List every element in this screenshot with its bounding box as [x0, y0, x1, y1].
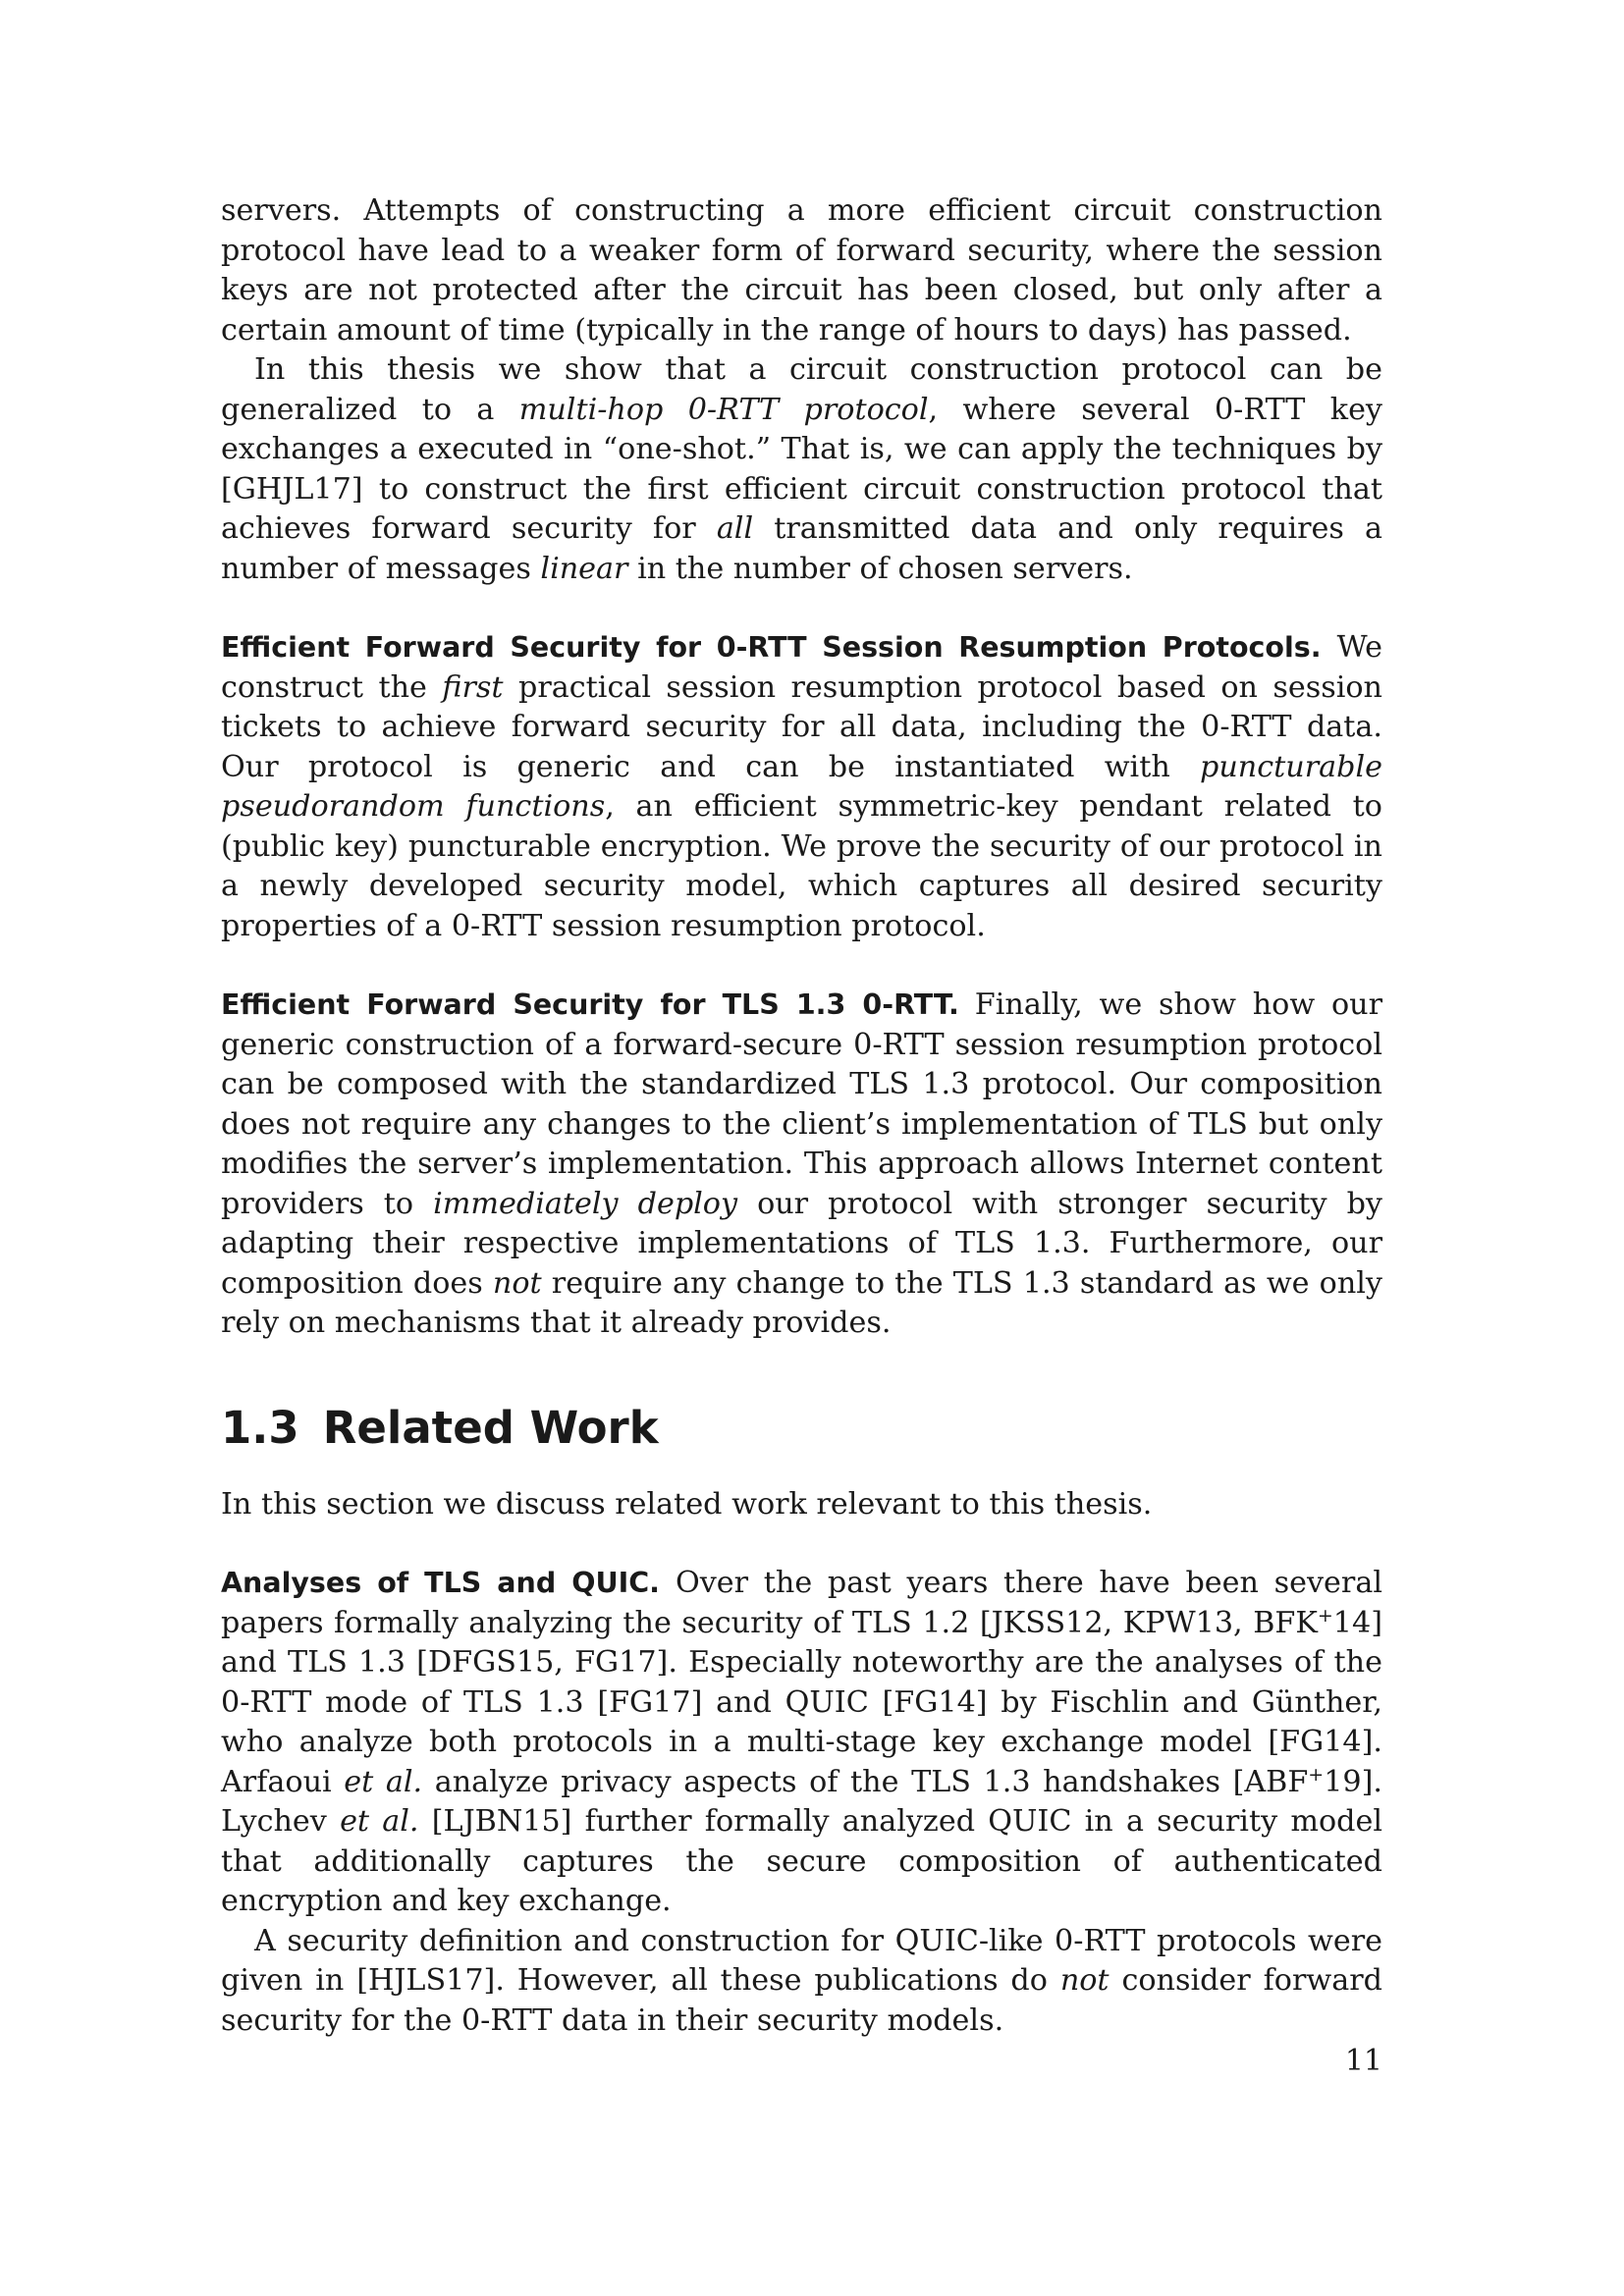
page-body	[221, 191, 1382, 2041]
runin-heading: Efficient Forward Security for TLS 1.3 0-RTT.	[221, 988, 959, 1021]
section-title: Related Work	[322, 1401, 659, 1454]
paragraph-analyses-tls-quic: Analyses of TLS and QUIC. Over the past years there have been several papers formally analyzing the security of TLS 1.2 [JKSS12, KPW13, BFK+14] and TLS 1.3 [DFGS15, FG17]. Especially noteworthy are the analyses of the 0-RTT mode of TLS 1.3 [FG17] and QUIC [FG14] by Fischlin and Günther, who analyze both protocols in a multi-stage key exchange model [FG14]. Arfaoui et al. analyze privacy aspects of the TLS 1.3 handshakes [ABF+19]. Lychev et al. [LJBN15] further formally analyzed QUIC in a security model that additionally captures the secure composition of authenticated encryption and key exchange.	[221, 1566, 1383, 1918]
runin-heading: Efficient Forward Security for 0-RTT Session Resumption Protocols.	[221, 631, 1322, 664]
paragraph-tls13-0rtt: Efficient Forward Security for TLS 1.3 0-RTT. Finally, we show how our generic construction of a forward-secure 0-RTT session resumption protocol can be composed with the standardized TLS 1.3 protocol. Our composition does not require any changes to the client’s implementation of TLS but only modifies the server’s implementation. This approach allows Internet content providers to immediately deploy our protocol with stronger security by adapting their respective implementations of TLS 1.3. Furthermore, our composition does not require any change to the TLS 1.3 standard as we only rely on mechanisms that it already provides.	[221, 988, 1383, 1340]
paragraph-session-resumption: Efficient Forward Security for 0-RTT Session Resumption Protocols. We construct the first practical session resumption protocol based on session tickets to achieve forward security for all data, including the 0-RTT data. Our protocol is generic and can be instantiated with puncturable pseudorandom functions, an efficient symmetric-key pendant related to (public key) puncturable encryption. We prove the security of our protocol in a newly developed security model, which captures all desired security properties of a 0-RTT session resumption protocol.	[221, 630, 1382, 943]
paragraph-circuit-construction: servers. Attempts of constructing a more efficient circuit construction protocol have lead to a weaker form of forward security, where the session keys are not protected after the circuit has been closed, but only after a certain amount of time (typically in the range of hours to days) has passed.	[221, 193, 1382, 347]
paragraph-quic-like: A security definition and construction for QUIC-like 0-RTT protocols were given in [HJLS17]. However, all these publications do not consider forward security for the 0-RTT data in their security models.	[221, 1923, 1382, 2038]
paragraph-section-intro: In this section we discuss related work relevant to this thesis.	[221, 1486, 1153, 1522]
section-number: 1.3	[221, 1401, 299, 1454]
paragraph-multi-hop: In this thesis we show that a circuit construction protocol can be generalized to a multi-hop 0-RTT protocol, where several 0-RTT key exchanges a executed in “one-shot.” That is, we can apply the techniques by [GHJL17] to construct the first efficient circuit construction protocol that achieves forward security for all transmitted data and only requires a number of messages linear in the number of chosen servers.	[221, 352, 1382, 586]
runin-heading: Analyses of TLS and QUIC.	[221, 1567, 660, 1599]
section-heading	[221, 1401, 1382, 1456]
page-number: 11	[1344, 2044, 1382, 2078]
